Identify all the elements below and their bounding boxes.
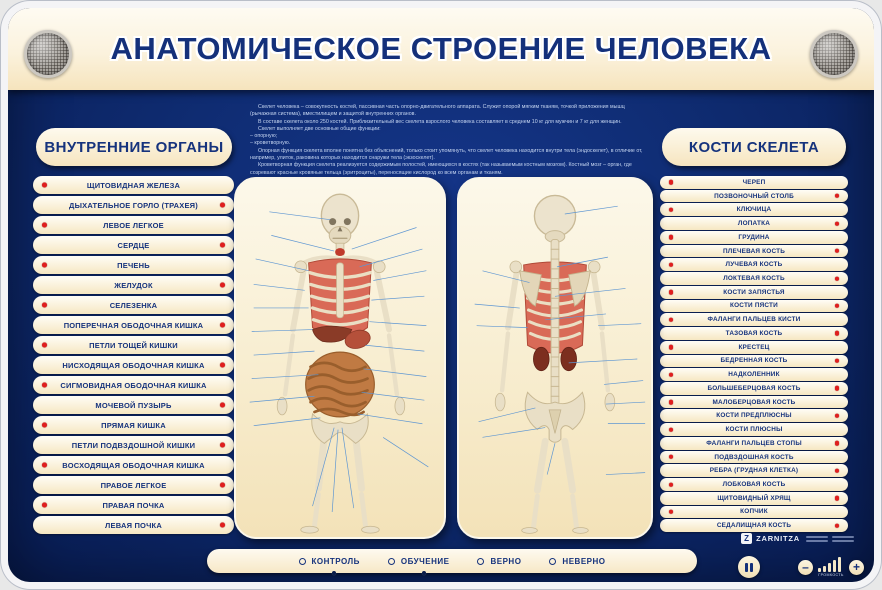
header-band: [8, 8, 874, 90]
led-indicator-icon: [42, 343, 47, 348]
organ-item-label: ПЕТЛИ ТОЩЕЙ КИШКИ: [89, 340, 178, 350]
led-indicator-icon: [42, 223, 47, 228]
volume-bars-icon: [818, 557, 844, 572]
bone-item-button[interactable]: [660, 341, 848, 354]
bone-item-label: КОПЧИК: [740, 508, 768, 516]
led-indicator-icon: [669, 510, 673, 514]
bone-item-button[interactable]: [660, 464, 848, 477]
led-indicator-icon: [669, 372, 673, 376]
bone-item-button[interactable]: [660, 437, 848, 450]
bones-section-title: КОСТИ СКЕЛЕТА: [662, 128, 846, 166]
organ-item-label: ПРАВОЕ ЛЕГКОЕ: [100, 480, 167, 490]
bone-item-button[interactable]: [660, 519, 848, 532]
led-indicator-icon: [42, 183, 47, 188]
intro-paragraph: Опорная функция скелета вполне понятна без объяснений, только стоит упомянуть, что скелет человека находится внутри тела (эндоскелет), в отличие от, например, улиток, раковина которых находится снаружи тела (экзоскелет).: [250, 147, 643, 162]
volume-indicator: [818, 557, 844, 577]
mode-item[interactable]: [549, 557, 605, 566]
bone-item-label: КОСТИ ЗАПЯСТЬЯ: [723, 288, 785, 296]
organ-item-button[interactable]: [33, 176, 234, 194]
organ-item-label: ПОПЕРЕЧНАЯ ОБОДОЧНАЯ КИШКА: [63, 320, 204, 330]
led-indicator-icon: [220, 243, 225, 248]
organ-item-button[interactable]: [33, 256, 234, 274]
led-indicator-icon: [220, 203, 225, 208]
mode-label: НЕВЕРНО: [562, 556, 606, 566]
bone-item-label: БЕДРЕННАЯ КОСТЬ: [720, 357, 788, 365]
led-indicator-icon: [42, 383, 47, 388]
intro-text: [250, 104, 646, 176]
bone-item-button[interactable]: [660, 423, 848, 436]
organ-item-label: ПЕЧЕНЬ: [117, 260, 150, 270]
intro-paragraph: – опорную;: [250, 133, 278, 140]
pause-button[interactable]: [738, 556, 760, 578]
bone-item-label: ФАЛАНГИ ПАЛЬЦЕВ КИСТИ: [707, 316, 801, 324]
organ-item-label: ЩИТОВИДНАЯ ЖЕЛЕЗА: [86, 180, 181, 190]
led-indicator-icon: [220, 403, 225, 408]
organ-item-button[interactable]: [33, 236, 234, 254]
brand-logo: [741, 533, 854, 544]
led-indicator-icon: [220, 283, 225, 288]
intro-paragraph: Скелет человека – совокупность костей, пассивная часть опорно-двигательного аппарата. Служит опорой мягким тканям, точкой приложения мышц (рычажная система), вместилищем и защитой внутренних органов.: [250, 104, 625, 118]
audio-controls: [738, 553, 864, 581]
skeleton-front-panel: [234, 177, 446, 539]
bone-item-button[interactable]: [660, 217, 848, 230]
bone-item-label: КОСТИ ПРЕДПЛЮСНЫ: [716, 412, 792, 420]
led-indicator-icon: [42, 463, 47, 468]
mode-label: ОБУЧЕНИЕ: [400, 556, 450, 566]
organ-item-button[interactable]: [33, 196, 234, 214]
bone-item-button[interactable]: [660, 203, 848, 216]
bone-item-label: ТАЗОВАЯ КОСТЬ: [725, 329, 783, 337]
led-indicator-icon: [835, 414, 839, 418]
led-indicator-icon: [835, 524, 839, 528]
bones-list: [660, 176, 848, 532]
organ-item-label: ПРЯМАЯ КИШКА: [101, 420, 166, 430]
bone-item-label: ПОЗВОНОЧНЫЙ СТОЛБ: [714, 192, 794, 200]
bone-item-button[interactable]: [660, 355, 848, 368]
bone-item-button[interactable]: [660, 396, 848, 409]
page-title: АНАТОМИЧЕСКОЕ СТРОЕНИЕ ЧЕЛОВЕКА: [110, 31, 772, 66]
led-indicator-icon: [669, 345, 673, 349]
organ-item-label: ДЫХАТЕЛЬНОЕ ГОРЛО (ТРАХЕЯ): [69, 200, 198, 210]
bone-item-button[interactable]: [660, 492, 848, 505]
volume-label: ГРОМКОСТЬ: [818, 573, 844, 577]
organ-item-button[interactable]: [33, 476, 234, 494]
mode-item[interactable]: [299, 557, 360, 566]
mode-label: КОНТРОЛЬ: [311, 556, 360, 566]
bone-item-label: ЛОПАТКА: [737, 220, 771, 228]
bone-item-label: ЛОБКОВАЯ КОСТЬ: [722, 481, 786, 489]
organs-section-title: ВНУТРЕННИЕ ОРГАНЫ: [36, 128, 232, 166]
organ-item-label: ПРАВАЯ ПОЧКА: [102, 500, 165, 510]
led-indicator-icon: [220, 363, 225, 368]
bone-item-label: СЕДАЛИЩНАЯ КОСТЬ: [716, 522, 792, 530]
bone-item-button[interactable]: [660, 409, 848, 422]
led-indicator-icon: [835, 441, 839, 445]
bone-item-label: КЛЮЧИЦА: [736, 206, 772, 214]
organ-item-label: ЛЕВОЕ ЛЕГКОЕ: [103, 220, 164, 230]
speaker-grille-left-icon: [24, 30, 72, 78]
bone-item-button[interactable]: [660, 286, 848, 299]
led-indicator-icon: [42, 503, 47, 508]
organ-item-label: СЕРДЦЕ: [117, 240, 150, 250]
intro-paragraph: – кроветворную.: [250, 140, 291, 147]
led-indicator-icon: [669, 208, 673, 212]
led-indicator-icon: [835, 331, 839, 335]
organ-item-button[interactable]: [33, 416, 234, 434]
bone-item-button[interactable]: [660, 245, 848, 258]
mode-indicator-dot: [422, 571, 426, 575]
led-indicator-icon: [835, 359, 839, 363]
bone-item-button[interactable]: [660, 300, 848, 313]
led-indicator-icon: [669, 400, 673, 404]
volume-down-button[interactable]: –: [798, 560, 813, 575]
bone-item-label: ПЛЕЧЕВАЯ КОСТЬ: [723, 247, 785, 255]
bone-item-button[interactable]: [660, 258, 848, 271]
organ-item-button[interactable]: [33, 376, 234, 394]
organ-item-label: НИСХОДЯЩАЯ ОБОДОЧНАЯ КИШКА: [62, 360, 205, 370]
intro-paragraph: Кроветворная функция скелета реализуется содержимым полостей, имеющихся в костях (так называемым костным мозгом). Костный мозг – орган, где созревают красные кровяные тельца (эритроциты), переносящие кислород ко всем органам и тканям.: [250, 162, 632, 176]
mode-radio-icon: [549, 558, 556, 565]
organ-item-label: СЕЛЕЗЕНКА: [109, 300, 158, 310]
led-indicator-icon: [42, 303, 47, 308]
led-indicator-icon: [42, 423, 47, 428]
mode-radio-icon: [388, 558, 395, 565]
bone-item-button[interactable]: [660, 313, 848, 326]
bone-item-button[interactable]: [660, 190, 848, 203]
mode-bar: [207, 549, 697, 573]
mode-label: ВЕРНО: [490, 556, 522, 566]
led-indicator-icon: [669, 455, 673, 459]
mode-radio-icon: [477, 558, 484, 565]
bone-item-button[interactable]: [660, 451, 848, 464]
organ-item-button[interactable]: [33, 356, 234, 374]
bone-item-button[interactable]: [660, 506, 848, 519]
organ-item-button[interactable]: [33, 436, 234, 454]
organ-item-button[interactable]: [33, 336, 234, 354]
organ-item-label: ЛЕВАЯ ПОЧКА: [105, 520, 162, 530]
speaker-grille-right-icon: [810, 30, 858, 78]
back-skeleton-illustration: [459, 179, 651, 537]
led-indicator-icon: [835, 469, 839, 473]
bone-item-button[interactable]: [660, 231, 848, 244]
organ-item-button[interactable]: [33, 296, 234, 314]
bone-item-button[interactable]: [660, 272, 848, 285]
organ-item-label: ПЕТЛИ ПОДВЗДОШНОЙ КИШКИ: [71, 440, 196, 450]
organ-item-label: МОЧЕВОЙ ПУЗЫРЬ: [95, 400, 172, 410]
organ-item-button[interactable]: [33, 516, 234, 534]
organ-item-label: ВОСХОДЯЩАЯ ОБОДОЧНАЯ КИШКА: [62, 460, 205, 470]
mode-item[interactable]: [388, 557, 450, 566]
bone-item-label: НАДКОЛЕННИК: [728, 371, 780, 379]
led-indicator-icon: [220, 523, 225, 528]
volume-up-button[interactable]: +: [849, 560, 864, 575]
led-indicator-icon: [220, 443, 225, 448]
organ-item-button[interactable]: [33, 496, 234, 514]
led-indicator-icon: [835, 194, 839, 198]
mode-radio-icon: [299, 558, 306, 565]
led-indicator-icon: [835, 221, 839, 225]
bone-item-button[interactable]: [660, 327, 848, 340]
organ-item-label: ЖЕЛУДОК: [114, 280, 153, 290]
led-indicator-icon: [669, 318, 673, 322]
bone-item-label: ПОДВЗДОШНАЯ КОСТЬ: [714, 453, 794, 461]
led-indicator-icon: [669, 482, 673, 486]
led-indicator-icon: [835, 276, 839, 280]
led-indicator-icon: [669, 180, 673, 184]
bone-item-label: КОСТИ ПЯСТИ: [730, 302, 778, 310]
bone-item-label: МАЛОБЕРЦОВАЯ КОСТЬ: [712, 398, 796, 406]
pause-icon: [745, 563, 753, 572]
board-surface: [8, 8, 874, 582]
bone-item-label: РЕБРА (ГРУДНАЯ КЛЕТКА): [709, 467, 799, 475]
led-indicator-icon: [835, 386, 839, 390]
led-indicator-icon: [220, 323, 225, 328]
organ-item-button[interactable]: [33, 216, 234, 234]
bone-item-label: ФАЛАНГИ ПАЛЬЦЕВ СТОПЫ: [706, 439, 802, 447]
brand-tagline: [806, 536, 854, 542]
bone-item-label: БОЛЬШЕБЕРЦОВАЯ КОСТЬ: [707, 384, 801, 392]
led-indicator-icon: [220, 483, 225, 488]
bone-item-button[interactable]: [660, 478, 848, 491]
led-indicator-icon: [42, 263, 47, 268]
bone-item-label: ЧЕРЕП: [742, 178, 766, 186]
bone-item-button[interactable]: [660, 382, 848, 395]
bone-item-label: ЛОКТЕВАЯ КОСТЬ: [723, 275, 785, 282]
organs-list: [33, 176, 234, 534]
mode-item[interactable]: [477, 557, 521, 566]
organ-item-button[interactable]: [33, 276, 234, 294]
organ-item-button[interactable]: [33, 316, 234, 334]
bone-item-button[interactable]: [660, 368, 848, 381]
brand-logo-icon: Z: [741, 533, 752, 544]
organ-item-button[interactable]: [33, 396, 234, 414]
skeleton-back-panel: [457, 177, 653, 539]
intro-paragraph: Скелет выполняет две основные общие функции:: [258, 125, 381, 132]
led-indicator-icon: [669, 263, 673, 267]
bone-item-button[interactable]: [660, 176, 848, 189]
led-indicator-icon: [835, 304, 839, 308]
led-indicator-icon: [835, 249, 839, 253]
bone-item-label: ЛУЧЕВАЯ КОСТЬ: [725, 261, 783, 269]
intro-paragraph: В составе скелета около 250 костей. Приблизительный вес скелета взрослого человека составляет в среднем 10 кг для мужчин и 7 кг для женщин.: [258, 118, 622, 125]
brand-name: ZARNITZA: [756, 534, 800, 543]
organ-item-button[interactable]: [33, 456, 234, 474]
bone-item-label: ЩИТОВИДНЫЙ ХРЯЩ: [717, 494, 791, 502]
bone-item-label: КОСТИ ПЛЮСНЫ: [725, 426, 783, 434]
mode-indicator-dot: [332, 571, 336, 575]
led-indicator-icon: [669, 235, 673, 239]
bone-item-label: КРЕСТЕЦ: [738, 343, 770, 351]
led-indicator-icon: [669, 290, 673, 294]
bone-item-label: ГРУДИНА: [738, 233, 770, 241]
organ-item-label: СИГМОВИДНАЯ ОБОДОЧНАЯ КИШКА: [60, 380, 207, 390]
led-indicator-icon: [835, 496, 839, 500]
led-indicator-icon: [669, 427, 673, 431]
front-skeleton-illustration: [236, 179, 444, 537]
